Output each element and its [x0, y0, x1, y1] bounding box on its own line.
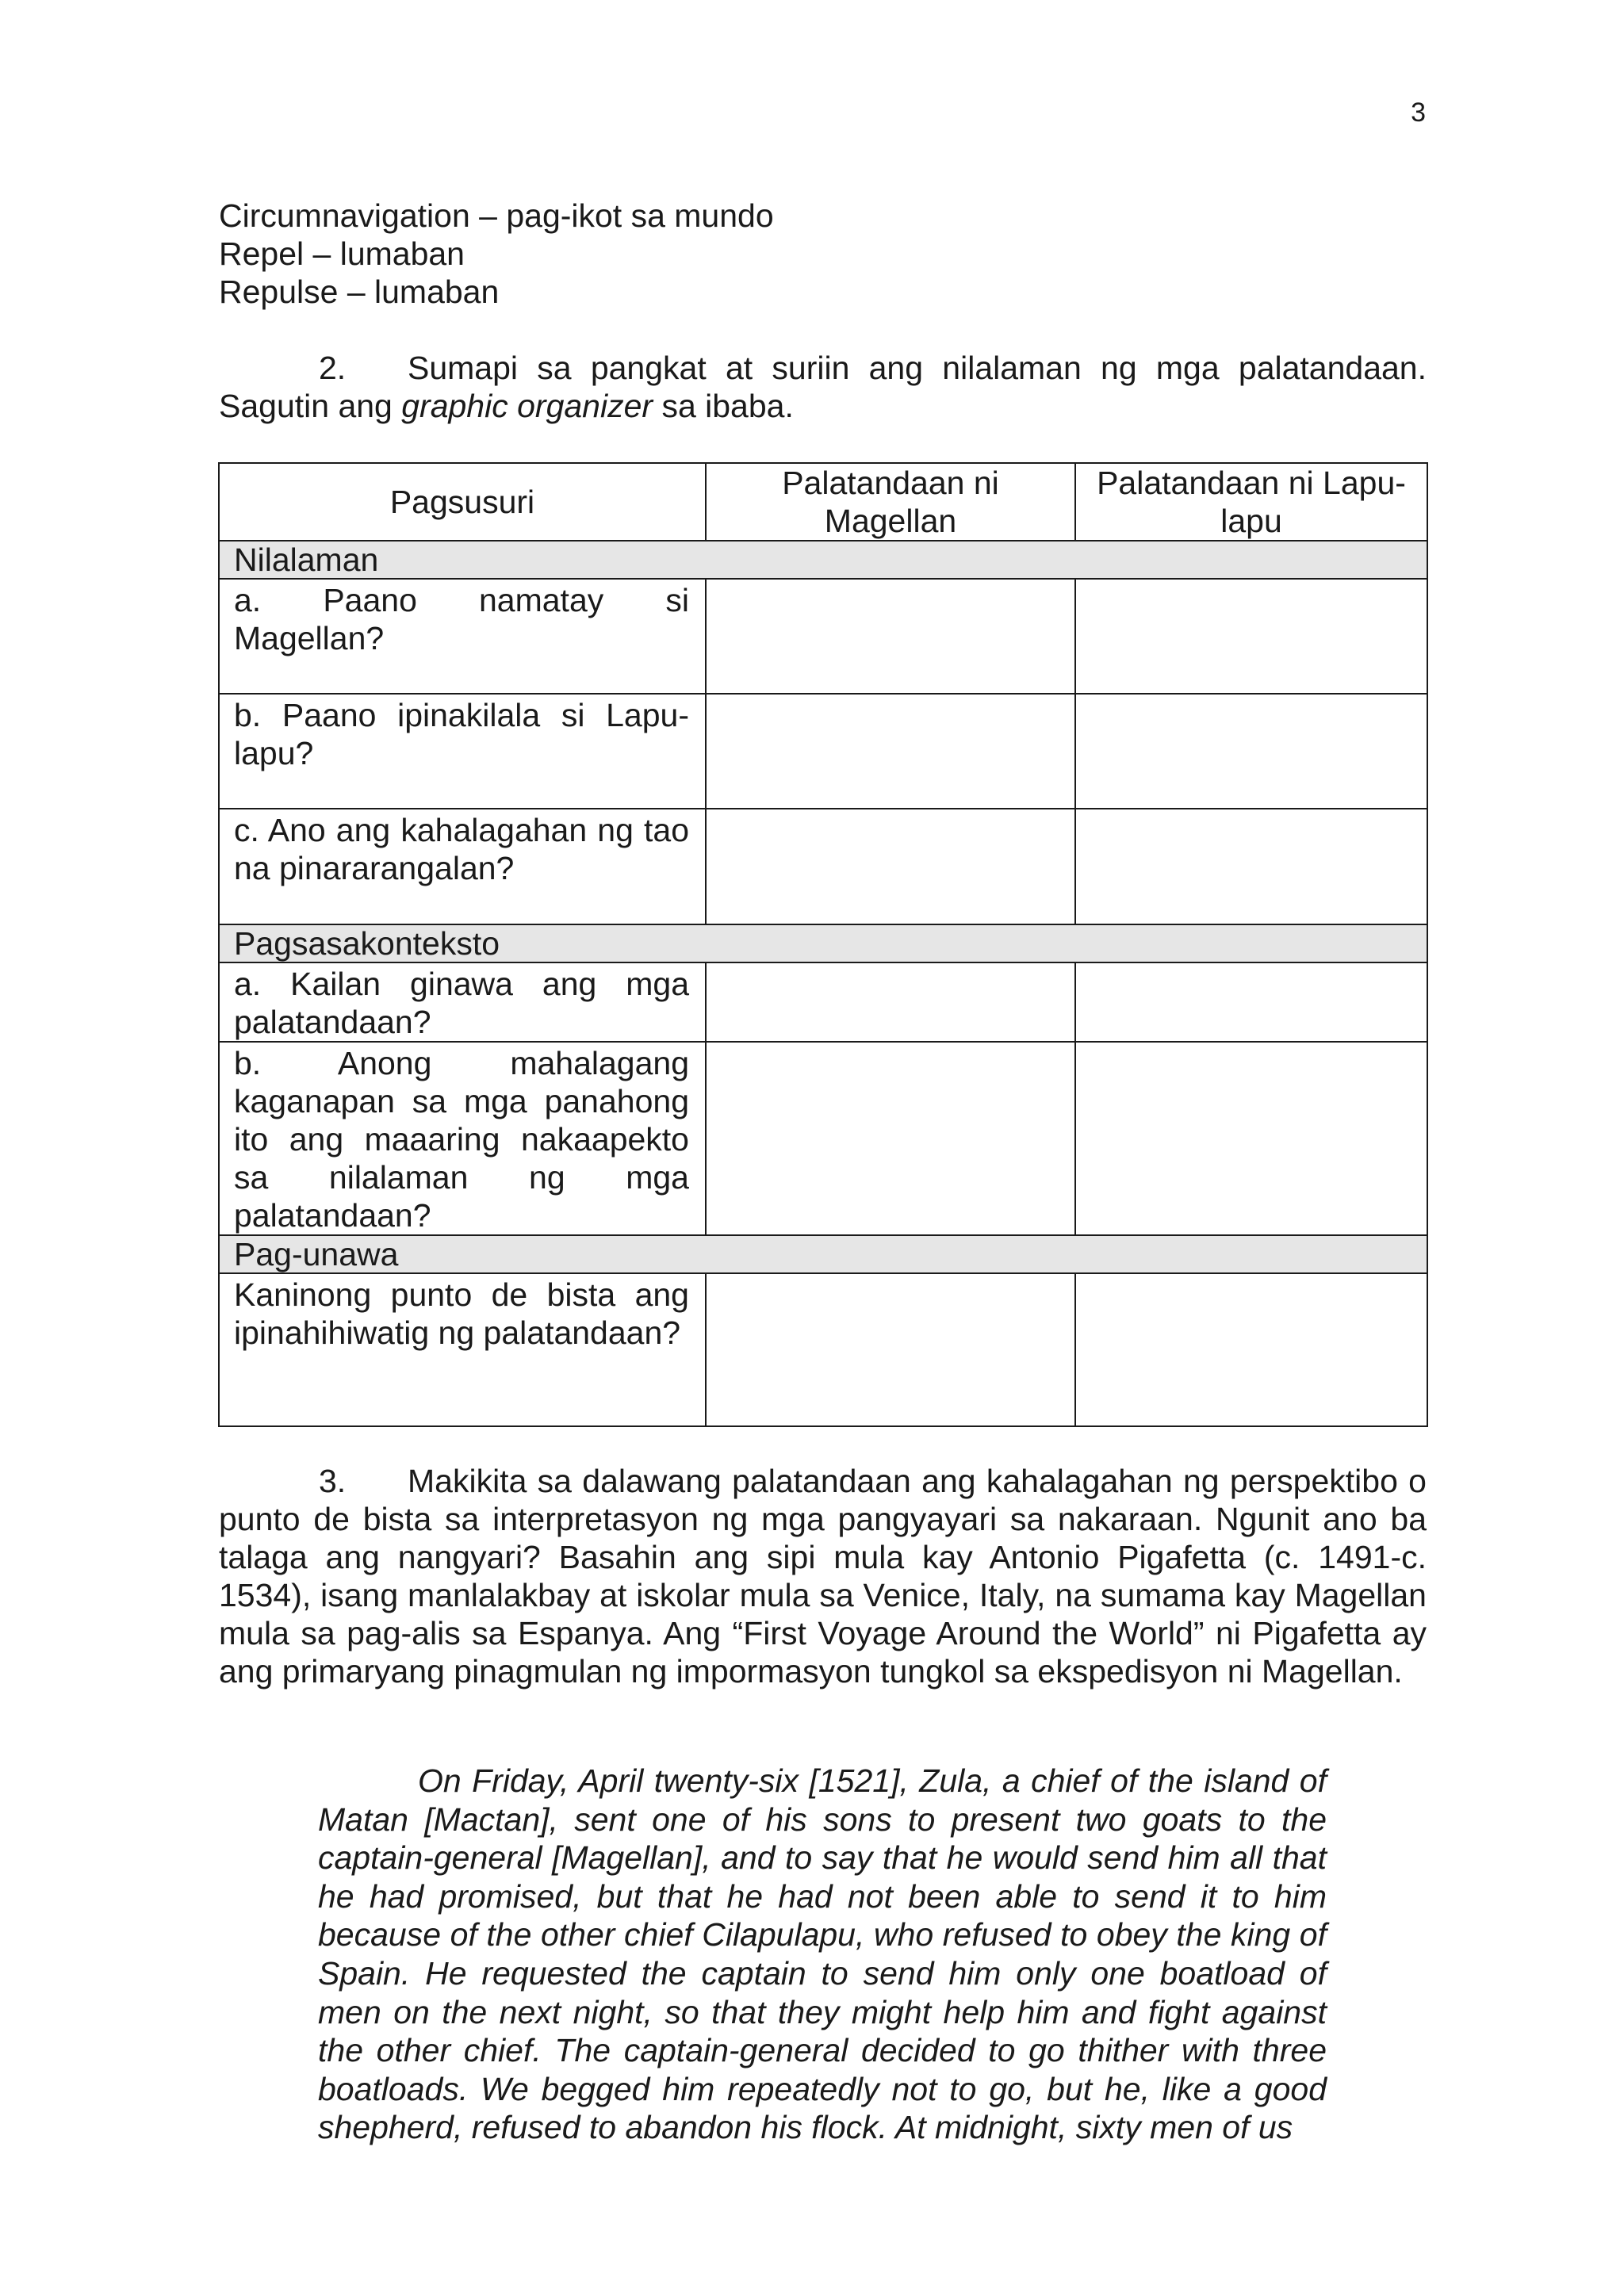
instruction-item-2: [219, 349, 1427, 425]
question-row: [219, 694, 1427, 809]
question-cell: b. Anong mahalagang kaganapan sa mga panahong ito ang maaaring nakaapekto sa nilalaman ng mga palatandaan?: [219, 1042, 706, 1235]
section-row: [219, 1235, 1427, 1273]
instruction-emphasis: graphic organizer: [401, 388, 653, 424]
instruction-text-end: sa ibaba.: [653, 388, 794, 424]
question-cell: c. Ano ang kahalagahan ng tao na pinararangalan?: [219, 809, 706, 924]
section-title: Nilalaman: [219, 541, 1427, 579]
answer-cell-lapulapu[interactable]: [1075, 1273, 1427, 1426]
answer-cell-lapulapu[interactable]: [1075, 1042, 1427, 1235]
answer-cell-lapulapu[interactable]: [1075, 579, 1427, 694]
vocabulary-item: Repulse – lumaban: [219, 274, 500, 310]
answer-cell-lapulapu[interactable]: [1075, 694, 1427, 809]
section-row: [219, 924, 1427, 962]
question-row: [219, 579, 1427, 694]
section-row: [219, 541, 1427, 579]
answer-cell-lapulapu[interactable]: [1075, 962, 1427, 1042]
instruction-item-3: [219, 1462, 1427, 1690]
item-number: 3.: [319, 1463, 347, 1499]
header-lapulapu: Palatandaan ni Lapu-lapu: [1075, 463, 1427, 541]
page-number: 3: [1411, 98, 1426, 128]
pigafetta-quote: On Friday, April twenty-six [1521], Zula, a chief of the island of Matan [Mactan], sent one of his sons to present two goats to the captain-general [Magellan], and to say that he would send him all that he had promised, but that he had not been able to send it to him because of the other chief Cilapulapu, who refused to obey the king of Spain. He requested the captain to send him only one boatload of men on the next night, so that they might help him and fight against the other chief. The captain-general decided to go thither with three boatloads. We begged him repeatedly not to go, but he, like a good shepherd, refused to abandon his flock. At midnight, sixty men of us: [318, 1762, 1327, 2146]
answer-cell-magellan[interactable]: [706, 809, 1075, 924]
instruction-text: Makikita sa dalawang palatandaan ang kahalagahan ng perspektibo o punto de bista sa interpretasyon ng mga pangyayari sa nakaraan. Ngunit ano ba talaga ang nangyari? Basahin ang sipi mula kay Antonio Pigafetta (c. 1491-c. 1534), isang manlalakbay at iskolar mula sa Venice, Italy, na sumama kay Magellan mula sa pag-alis sa Espanya. Ang “First Voyage Around the World” ni Pigafetta ay ang primaryang pinagmulan ng impormasyon tungkol sa ekspedisyon ni Magellan.: [219, 1463, 1427, 1689]
question-cell: Kaninong punto de bista ang ipinahihiwatig ng palatandaan?: [219, 1273, 706, 1426]
vocabulary-item: Circumnavigation – pag-ikot sa mundo: [219, 197, 774, 234]
answer-cell-magellan[interactable]: [706, 1042, 1075, 1235]
header-magellan: Palatandaan ni Magellan: [706, 463, 1075, 541]
question-cell: a. Paano namatay si Magellan?: [219, 579, 706, 694]
header-row: [219, 463, 1427, 541]
section-title: Pagsasakonteksto: [219, 924, 1427, 962]
question-row: [219, 1273, 1427, 1426]
graphic-organizer-table: [218, 462, 1428, 1427]
instruction-text: Sumapi sa pangkat at suriin ang nilalaman ng mga palatandaan. Sagutin ang: [219, 350, 1427, 424]
answer-cell-magellan[interactable]: [706, 962, 1075, 1042]
answer-cell-magellan[interactable]: [706, 694, 1075, 809]
answer-cell-lapulapu[interactable]: [1075, 809, 1427, 924]
answer-cell-magellan[interactable]: [706, 579, 1075, 694]
section-title: Pag-unawa: [219, 1235, 1427, 1273]
header-pagsusuri: Pagsusuri: [219, 463, 706, 541]
question-row: [219, 962, 1427, 1042]
item-number: 2.: [319, 350, 347, 386]
vocabulary-item: Repel – lumaban: [219, 235, 465, 272]
question-cell: b. Paano ipinakilala si Lapu-lapu?: [219, 694, 706, 809]
question-cell: a. Kailan ginawa ang mga palatandaan?: [219, 962, 706, 1042]
vocabulary-list: [219, 197, 774, 311]
question-row: [219, 1042, 1427, 1235]
question-row: [219, 809, 1427, 924]
answer-cell-magellan[interactable]: [706, 1273, 1075, 1426]
